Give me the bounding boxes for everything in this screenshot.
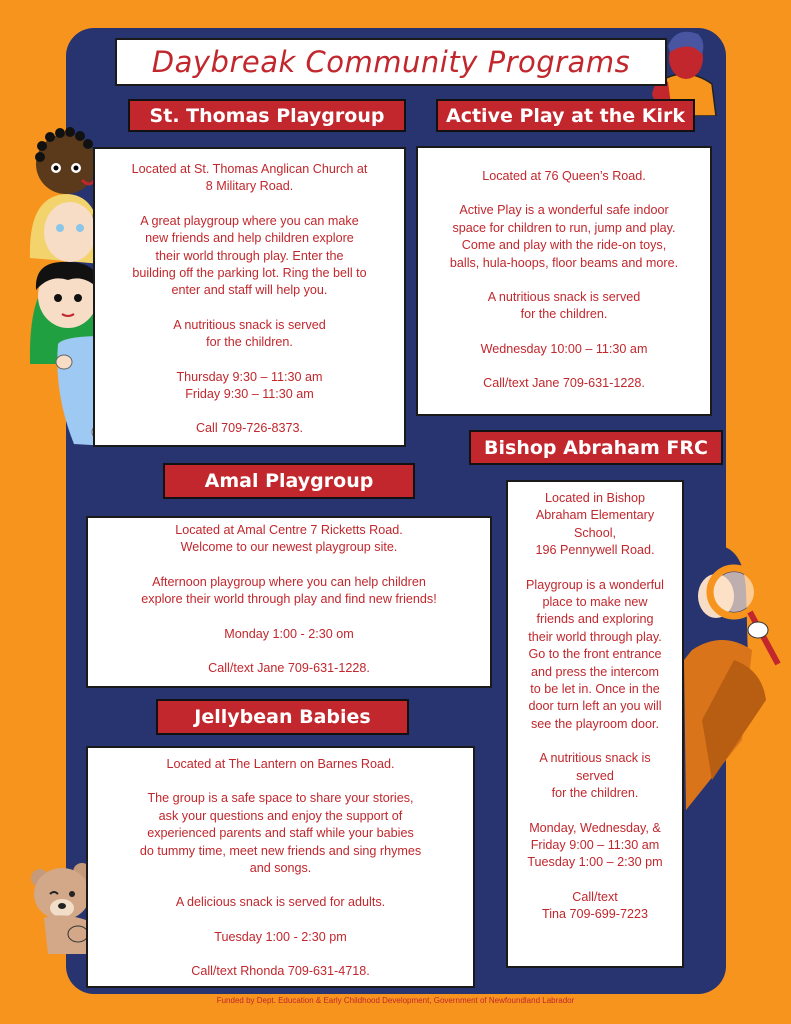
program-text-line: A nutritious snack is served (487, 290, 641, 305)
program-text-line: new friends and help children explore (145, 231, 354, 246)
program-text-line: for the children. (206, 335, 293, 350)
program-text-line: experienced parents and staff while your babies (147, 826, 414, 841)
program-text-line: A great playgroup where you can make (140, 213, 359, 228)
program-text-line: and songs. (249, 861, 312, 876)
program-text-line: Located at Amal Centre 7 Ricketts Road. (175, 523, 403, 537)
program-text-line: their world through play. Enter the (155, 248, 344, 263)
jellybean-header: Jellybean Babies (156, 699, 409, 735)
line-gap (96, 643, 482, 660)
teddy-bear-icon (30, 858, 92, 954)
program-text-line: and press the intercom (530, 664, 660, 679)
line-gap (103, 196, 396, 213)
program-text-line: Located in Bishop (544, 491, 646, 505)
program-text-line: The group is a safe space to share your stories, (147, 791, 414, 806)
program-text-line: their world through play. (528, 629, 662, 644)
program-text-line: Friday 9:00 – 11:30 am (530, 837, 660, 852)
line-gap (426, 272, 702, 289)
program-text-line: Abraham Elementary (535, 508, 655, 523)
program-text-line: A nutritious snack is served (173, 317, 326, 332)
program-text-line: for the children. (520, 307, 608, 322)
program-text-line: Wednesday 10:00 – 11:30 am (480, 341, 648, 356)
st-thomas-header: St. Thomas Playgroup (128, 99, 406, 132)
program-text-line: Active Play is a wonderful safe indoor (459, 203, 669, 218)
title-banner (115, 38, 667, 86)
program-text-line: Welcome to our newest playgroup site. (180, 540, 398, 555)
line-gap (510, 803, 680, 820)
line-gap (96, 912, 465, 929)
jellybean-box (86, 746, 475, 988)
magnifying-glass-person-icon (682, 540, 786, 810)
program-text-line: space for children to run, jump and play. (452, 220, 676, 235)
program-text-line: 196 Pennywell Road. (535, 543, 655, 558)
program-text-line: Go to the front entrance (528, 647, 662, 662)
program-text-line: Call/text Jane 709-631-1228. (483, 376, 645, 391)
program-text-line: ask your questions and enjoy the support of (158, 808, 403, 823)
bishop-abraham-header: Bishop Abraham FRC (469, 430, 723, 465)
program-text-line: place to make new (542, 595, 648, 610)
program-text-line: Located at The Lantern on Barnes Road. (166, 757, 395, 771)
program-text-line: Come and play with the ride-on toys, (461, 238, 667, 253)
program-text-line: door turn left an you will (528, 699, 662, 714)
funding-footer: Funded by Dept. Education & Early Childhood Development, Government of Newfoundland Labrador (216, 996, 575, 1005)
page-title: Daybreak Community Programs (151, 45, 631, 79)
line-gap (510, 872, 680, 889)
program-text-line: Tuesday 1:00 – 2:30 pm (527, 855, 663, 870)
program-text-line: Call/text Jane 709-631-1228. (208, 661, 370, 676)
program-text-line: Call 709-726-8373. (195, 421, 304, 436)
program-text-line: School, (573, 525, 616, 540)
line-gap (510, 560, 680, 577)
program-text-line: Located at 76 Queen’s Road. (482, 169, 646, 183)
line-gap (96, 877, 465, 894)
line-gap (103, 300, 396, 317)
bishop-abraham-box (506, 480, 684, 968)
line-gap (426, 358, 702, 375)
program-text-line: Located at St. Thomas Anglican Church at (131, 162, 368, 176)
line-gap (96, 773, 465, 790)
program-text-line: balls, hula-hoops, floor beams and more. (449, 255, 679, 270)
program-text-line: A delicious snack is served for adults. (175, 895, 386, 910)
program-text-line: Call/text (572, 889, 618, 904)
line-gap (96, 557, 482, 574)
line-gap (96, 946, 465, 963)
program-text-line: Playgroup is a wonderful (526, 577, 664, 592)
active-play-box (416, 146, 712, 416)
st-thomas-box (93, 147, 406, 447)
program-text-line: Monday, Wednesday, & (529, 820, 661, 835)
program-text-line: Friday 9:30 – 11:30 am (185, 387, 314, 402)
line-gap (426, 185, 702, 202)
amal-box (86, 516, 492, 688)
program-text-line: to be let in. Once in the (530, 682, 660, 697)
program-text-line: Tina 709-699-7223 (542, 907, 648, 922)
active-play-header: Active Play at the Kirk (436, 99, 695, 132)
program-text-line: friends and exploring (536, 612, 654, 627)
program-text-line: do tummy time, meet new friends and sing rhymes (139, 843, 422, 858)
line-gap (426, 324, 702, 341)
program-text-line: served (576, 768, 614, 783)
program-text-line: Afternoon playgroup where you can help children (152, 574, 426, 589)
line-gap (103, 352, 396, 369)
line-gap (96, 609, 482, 626)
program-text-line: Monday 1:00 - 2:30 om (224, 626, 354, 641)
program-text-line: Call/text Rhonda 709-631-4718. (191, 964, 370, 979)
program-text-line: Tuesday 1:00 - 2:30 pm (214, 929, 347, 944)
program-text-line: Thursday 9:30 – 11:30 am (176, 369, 323, 384)
program-text-line: enter and staff will help you. (171, 283, 328, 298)
program-text-line: explore their world through play and find new friends! (141, 592, 437, 607)
line-gap (103, 403, 396, 420)
line-gap (510, 733, 680, 750)
program-text-line: 8 Military Road. (205, 179, 294, 194)
amal-header: Amal Playgroup (163, 463, 415, 499)
program-text-line: building off the parking lot. Ring the bell to (132, 266, 367, 281)
program-text-line: for the children. (551, 786, 639, 801)
program-text-line: see the playroom door. (530, 716, 660, 731)
program-text-line: A nutritious snack is (539, 751, 651, 766)
